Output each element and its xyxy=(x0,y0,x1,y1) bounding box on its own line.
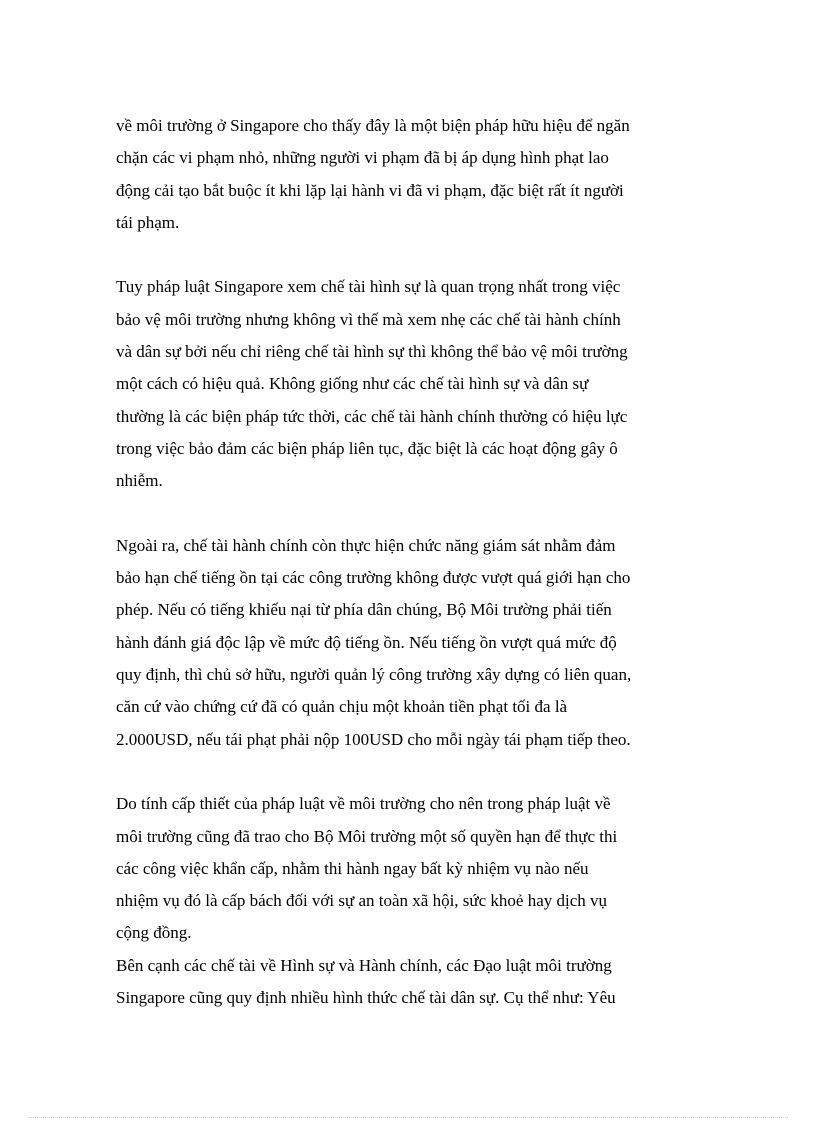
text-line: hành đánh giá độc lập về mức độ tiếng ồn. Nếu tiếng ồn vượt quá mức độ xyxy=(116,632,617,652)
paragraph-4 xyxy=(116,788,704,949)
text-line: nhiệm vụ đó là cấp bách đối với sự an toàn xã hội, sức khoẻ hay dịch vụ xyxy=(116,891,608,911)
text-line: Ngoài ra, chế tài hành chính còn thực hiện chức năng giám sát nhằm đảm xyxy=(116,535,616,555)
text-line: bảo hạn chế tiếng ồn tại các công trường không được vượt quá giới hạn cho xyxy=(116,568,631,588)
text-line: động cải tạo bắt buộc ít khi lặp lại hành vi đã vi phạm, đặc biệt rất ít người xyxy=(116,180,624,200)
text-line: tái phạm. xyxy=(116,212,180,232)
text-line: phép. Nếu có tiếng khiếu nại từ phía dân chúng, Bộ Môi trường phải tiến xyxy=(116,600,612,620)
paragraph-5 xyxy=(116,950,704,1015)
paragraph-2 xyxy=(116,271,704,497)
text-line: căn cứ vào chứng cứ đã có quản chịu một khoản tiền phạt tối đa là xyxy=(116,697,568,717)
text-line: thường là các biện pháp tức thời, các chế tài hành chính thường có hiệu lực xyxy=(116,406,628,426)
text-line: Singapore cũng quy định nhiều hình thức chế tài dân sự. Cụ thể như: Yêu xyxy=(116,988,616,1008)
text-line: các công việc khẩn cấp, nhằm thi hành ngay bất kỳ nhiệm vụ nào nếu xyxy=(116,858,589,878)
text-line: môi trường cũng đã trao cho Bộ Môi trường một số quyền hạn để thực thi xyxy=(116,826,618,846)
text-line: về môi trường ở Singapore cho thấy đây là một biện pháp hữu hiệu để ngăn xyxy=(116,116,630,135)
text-line: Bên cạnh các chế tài về Hình sự và Hành chính, các Đạo luật môi trường xyxy=(116,955,612,975)
text-line: bảo vệ môi trường nhưng không vì thế mà xem nhẹ các chế tài hành chính xyxy=(116,309,621,329)
text-line: chặn các vi phạm nhỏ, những người vi phạm đã bị áp dụng hình phạt lao xyxy=(116,148,609,168)
text-line: một cách có hiệu quả. Không giống như các chế tài hình sự và dân sự xyxy=(116,374,589,394)
text-line: nhiễm. xyxy=(116,471,163,491)
paragraph-3 xyxy=(116,530,704,756)
page-bottom-divider xyxy=(28,1117,788,1118)
text-line: và dân sự bởi nếu chỉ riêng chế tài hình sự thì không thể bảo vệ môi trường xyxy=(116,342,628,362)
document-body xyxy=(116,110,704,1014)
text-line: cộng đồng. xyxy=(116,923,192,943)
text-line: Do tính cấp thiết của pháp luật về môi trường cho nên trong pháp luật về xyxy=(116,794,611,814)
paragraph-1 xyxy=(116,110,704,239)
text-line: trong việc bảo đảm các biện pháp liên tục, đặc biệt là các hoạt động gây ô xyxy=(116,438,618,458)
text-line: 2.000USD, nếu tái phạt phải nộp 100USD cho mỗi ngày tái phạm tiếp theo. xyxy=(116,729,631,749)
text-line: Tuy pháp luật Singapore xem chế tài hình sự là quan trọng nhất trong việc xyxy=(116,277,621,297)
text-line: quy định, thì chủ sở hữu, người quản lý công trường xây dựng có liên quan, xyxy=(116,665,632,685)
